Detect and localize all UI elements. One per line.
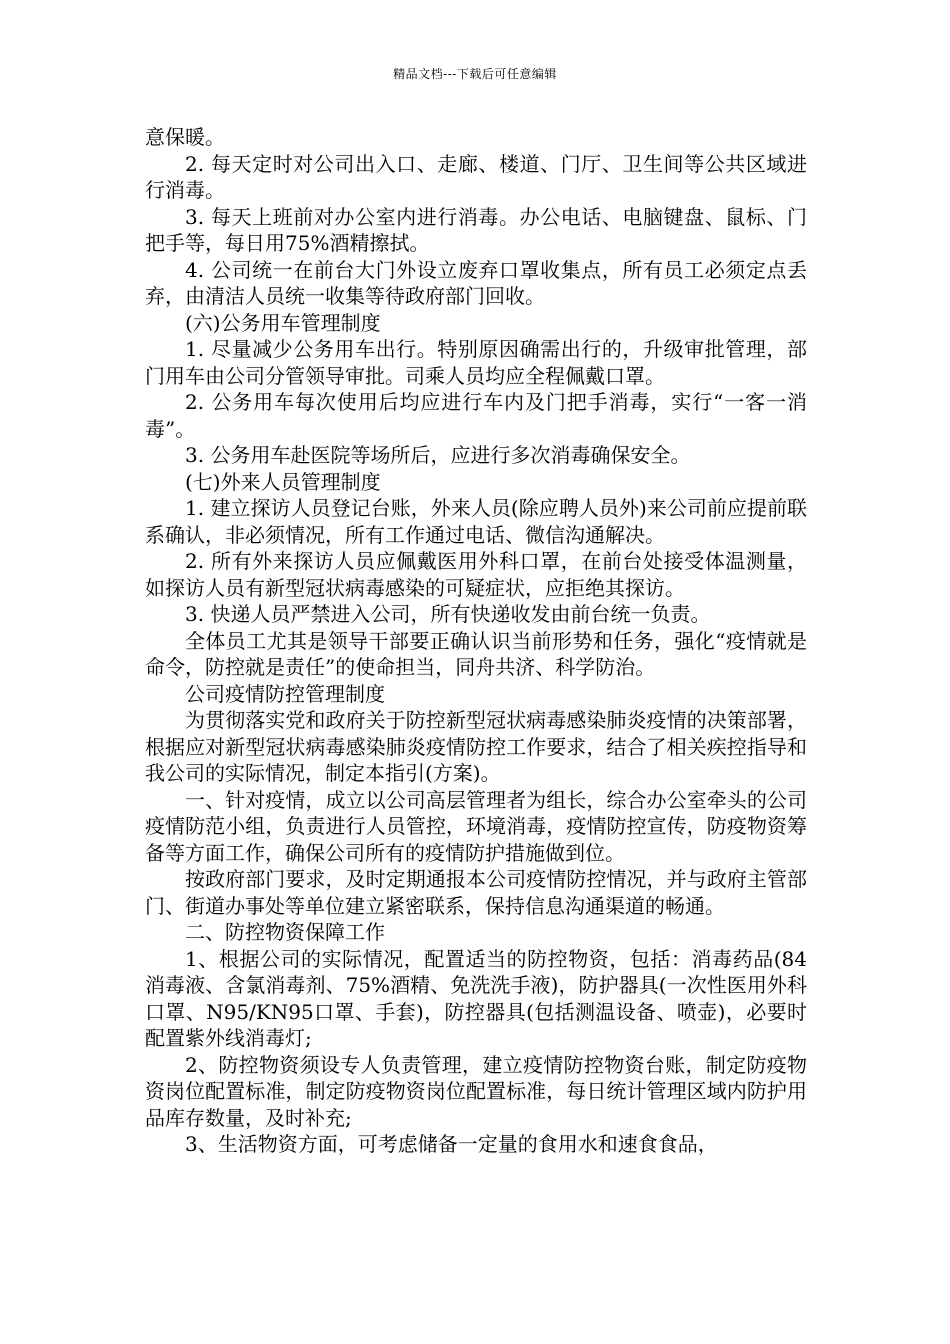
paragraph: 为贯彻落实党和政府关于防控新型冠状病毒感染肺炎疫情的决策部署，根据应对新型冠状病毒感染肺炎疫情防控工作要求，结合了相关疾控指导和我公司的实际情况，制定本指引(方案)。	[145, 708, 807, 785]
paragraph: 2. 所有外来探访人员应佩戴医用外科口罩，在前台处接受体温测量，如探访人员有新型冠状病毒感染的可疑症状，应拒绝其探访。	[145, 549, 807, 600]
paragraph: 2. 每天定时对公司出入口、走廊、楼道、门厅、卫生间等公共区域进行消毒。	[145, 151, 807, 202]
paragraph: 3. 每天上班前对办公室内进行消毒。办公电话、电脑键盘、鼠标、门把手等，每日用75%酒精擦拭。	[145, 204, 807, 255]
paragraph: 2、防控物资须设专人负责管理，建立疫情防控物资台账，制定防疫物资岗位配置标准，制定防疫物资岗位配置标准，每日统计管理区域内防护用品库存数量，及时补充;	[145, 1052, 807, 1130]
paragraph: 2. 公务用车每次使用后均应进行车内及门把手消毒，实行“一客一消毒”。	[145, 390, 807, 441]
page-header: 精品文档---下载后可任意编辑	[393, 67, 557, 81]
paragraph: 3. 公务用车赴医院等场所后，应进行多次消毒确保安全。	[185, 443, 691, 467]
document-title: 公司疫情防控管理制度	[185, 681, 385, 706]
paragraph: 4. 公司统一在前台大门外设立废弃口罩收集点，所有员工必须定点丢弃，由清洁人员统一收集等待政府部门回收。	[145, 257, 807, 308]
paragraph: 按政府部门要求，及时定期通报本公司疫情防控情况，并与政府主管部门、街道办事处等单位建立紧密联系，保持信息沟通渠道的畅通。	[145, 867, 807, 918]
section-heading: (六)公务用车管理制度	[185, 310, 381, 335]
paragraph: 1、根据公司的实际情况，配置适当的防控物资，包括：消毒药品(84消毒液、含氯消毒剂、75%酒精、免洗洗手液)，防护器具(一次性医用外科口罩、N95/KN95口罩、手套)，防控器具(包括测温设备、喷壶)，必要时配置紫外线消毒灯;	[145, 946, 807, 1050]
section-heading: 二、防控物资保障工作	[185, 920, 385, 944]
paragraph: 3、生活物资方面，可考虑储备一定量的食用水和速食食品，	[185, 1132, 718, 1156]
paragraph: 一、针对疫情，成立以公司高层管理者为组长，综合办公室牵头的公司疫情防范小组，负责进行人员管控，环境消毒，疫情防控宣传，防疫物资筹备等方面工作，确保公司所有的疫情防护措施做到位。	[145, 787, 807, 865]
paragraph: 3. 快递人员严禁进入公司，所有快递收发由前台统一负责。	[185, 602, 711, 626]
section-heading: (七)外来人员管理制度	[185, 469, 381, 494]
paragraph: 意保暖。	[145, 125, 225, 149]
paragraph: 全体员工尤其是领导干部要正确认识当前形势和任务，强化“疫情就是命令，防控就是责任”的使命担当，同舟共济、科学防治。	[145, 628, 807, 679]
paragraph: 1. 建立探访人员登记台账，外来人员(除应聘人员外)来公司前应提前联系确认，非必须情况，所有工作通过电话、微信沟通解决。	[145, 496, 807, 547]
document-body	[145, 124, 807, 1158]
paragraph: 1. 尽量减少公务用车出行。特别原因确需出行的，升级审批管理，部门用车由公司分管领导审批。司乘人员均应全程佩戴口罩。	[145, 337, 807, 388]
